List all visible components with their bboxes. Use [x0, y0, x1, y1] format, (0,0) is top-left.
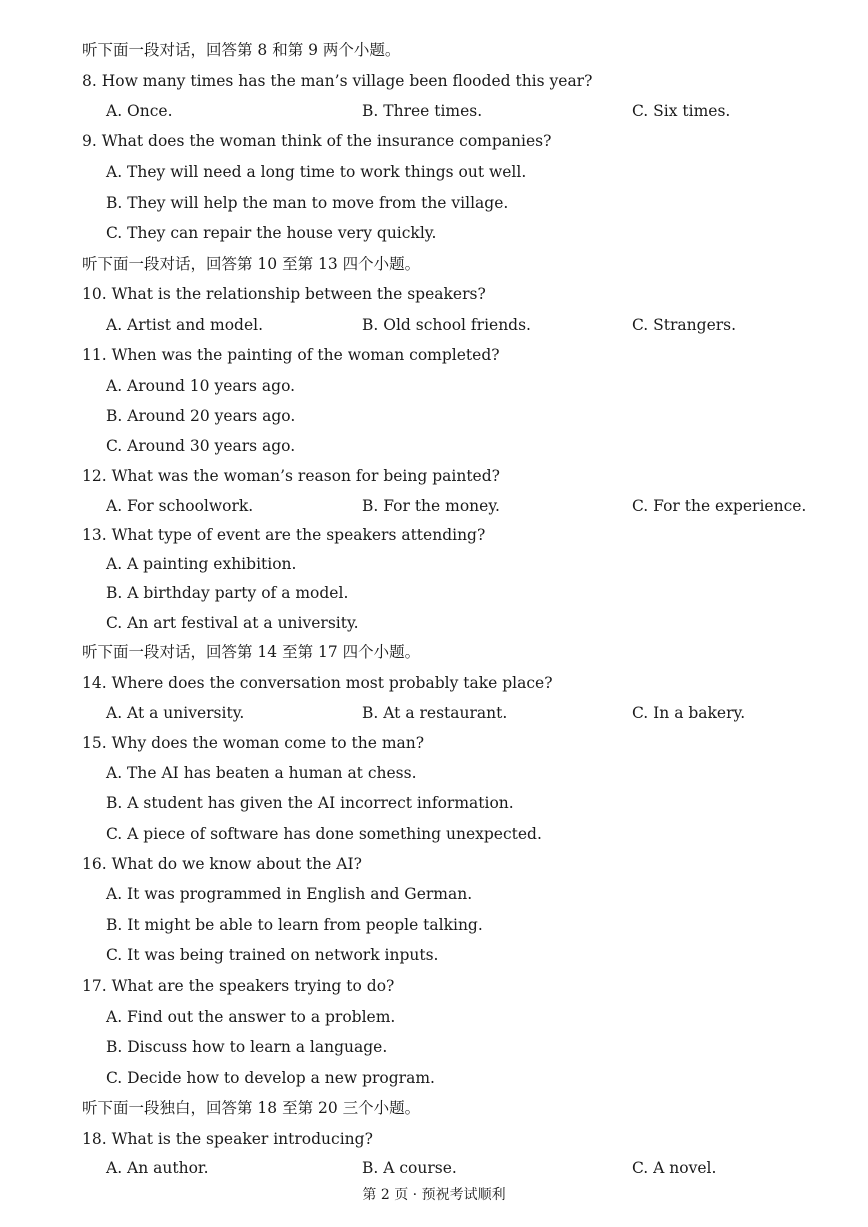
answer-option: A. At a university. [106, 704, 245, 722]
answer-option: C. An art festival at a university. [106, 614, 359, 632]
answer-option: C. It was being trained on network inputs. [106, 946, 439, 964]
answer-option: A. The AI has beaten a human at chess. [106, 764, 417, 782]
question-stem: 10. What is the relationship between the speakers? [82, 285, 486, 303]
answer-option: A. An author. [106, 1159, 209, 1177]
section-heading: 听下面一段对话，回答第 10 至第 13 四个小题。 [82, 255, 421, 273]
question-stem: 9. What does the woman think of the insurance companies? [82, 132, 552, 150]
answer-option: C. Around 30 years ago. [106, 437, 296, 455]
answer-option: A. It was programmed in English and German. [106, 885, 473, 903]
question-stem: 8. How many times has the man’s village been flooded this year? [82, 72, 593, 90]
answer-option: C. For the experience. [632, 497, 807, 515]
question-stem: 18. What is the speaker introducing? [82, 1130, 373, 1148]
answer-option: C. They can repair the house very quickly. [106, 224, 437, 242]
section-heading: 听下面一段对话，回答第 14 至第 17 四个小题。 [82, 643, 421, 661]
answer-option: B. Three times. [362, 102, 483, 120]
answer-option: C. A novel. [632, 1159, 717, 1177]
section-heading: 听下面一段对话，回答第 8 和第 9 两个小题。 [82, 41, 401, 59]
question-stem: 16. What do we know about the AI? [82, 855, 362, 873]
answer-option: B. A student has given the AI incorrect information. [106, 794, 514, 812]
answer-option: C. A piece of software has done something unexpected. [106, 825, 542, 843]
answer-option: B. Around 20 years ago. [106, 407, 296, 425]
answer-option: B. It might be able to learn from people talking. [106, 916, 483, 934]
question-stem: 11. When was the painting of the woman completed? [82, 346, 500, 364]
question-stem: 17. What are the speakers trying to do? [82, 977, 395, 995]
answer-option: C. Six times. [632, 102, 731, 120]
answer-option: A. A painting exhibition. [106, 555, 297, 573]
answer-option: A. They will need a long time to work things out well. [106, 163, 527, 181]
question-stem: 12. What was the woman’s reason for being painted? [82, 467, 500, 485]
answer-option: B. Discuss how to learn a language. [106, 1038, 388, 1056]
section-heading: 听下面一段独白，回答第 18 至第 20 三个小题。 [82, 1099, 421, 1117]
answer-option: C. Strangers. [632, 316, 737, 334]
answer-option: B. At a restaurant. [362, 704, 508, 722]
answer-option: C. In a bakery. [632, 704, 746, 722]
answer-option: A. Artist and model. [106, 316, 264, 334]
question-stem: 14. Where does the conversation most probably take place? [82, 674, 553, 692]
answer-option: A. Find out the answer to a problem. [106, 1008, 396, 1026]
question-stem: 15. Why does the woman come to the man? [82, 734, 425, 752]
answer-option: B. Old school friends. [362, 316, 531, 334]
question-stem: 13. What type of event are the speakers attending? [82, 526, 486, 544]
answer-option: A. For schoolwork. [106, 497, 254, 515]
answer-option: B. For the money. [362, 497, 500, 515]
answer-option: A. Around 10 years ago. [106, 377, 296, 395]
page-footer: 第 2 页 · 预祝考试顺利 [362, 1187, 506, 1203]
answer-option: C. Decide how to develop a new program. [106, 1069, 435, 1087]
answer-option: A. Once. [106, 102, 173, 120]
answer-option: B. A birthday party of a model. [106, 584, 349, 602]
answer-option: B. A course. [362, 1159, 457, 1177]
answer-option: B. They will help the man to move from the village. [106, 194, 509, 212]
